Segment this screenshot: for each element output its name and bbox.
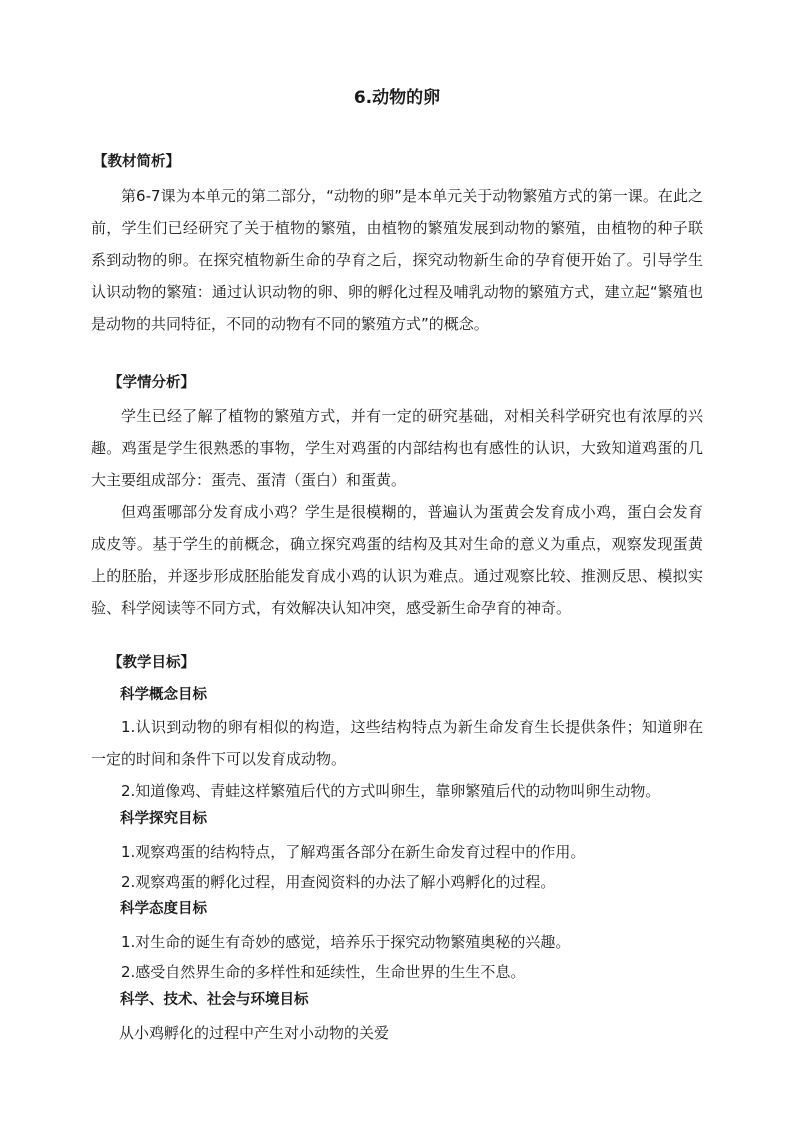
section-heading-teaching-goals: 【教学目标】	[108, 655, 195, 671]
goal-item: 1.观察鸡蛋的结构特点，了解鸡蛋各部分在新生命发育过程中的作用。	[121, 843, 586, 861]
paragraph-textbook-analysis: 第6-7课为本单元的第二部分，“动物的卵”是本单元关于动物繁殖方式的第一课。在此之前，学生们已经研究了关于植物的繁殖，由植物的繁殖发展到动物的繁殖，由植物的种子联系到动物的卵。在探究植物新生命的孕育之后，探究动物新生命的孕育便开始了。引导学生认识动物的繁殖：通过认识动物的卵、卵的孵化过程及哺乳动物的繁殖方式，建立起“繁殖也是动物的共同特征，不同的动物有不同的繁殖方式”的概念。	[91, 187, 703, 333]
goal-heading-science-concept: 科学概念目标	[120, 687, 207, 703]
document-title: 6.动物的卵	[353, 88, 441, 108]
goal-heading-science-attitude: 科学态度目标	[120, 901, 207, 917]
paragraph-student-analysis-1: 学生已经了解了植物的繁殖方式，并有一定的研究基础，对相关科学研究也有浓厚的兴趣。鸡蛋是学生很熟悉的事物，学生对鸡蛋的内部结构也有感性的认识，大致知道鸡蛋的几大主要组成部分：蛋壳、蛋清（蛋白）和蛋黄。	[91, 407, 703, 489]
goal-item: 从小鸡孵化的过程中产生对小动物的关爱	[119, 1024, 390, 1042]
goal-item: 2.知道像鸡、青蛙这样繁殖后代的方式叫卵生，靠卵繁殖后代的动物叫卵生动物。	[121, 782, 661, 800]
goal-heading-science-inquiry: 科学探究目标	[120, 811, 207, 827]
section-heading-textbook-analysis: 【教材简析】	[93, 154, 180, 170]
goal-item: 2.观察鸡蛋的孵化过程，用查阅资料的办法了解小鸡孵化的过程。	[121, 873, 556, 891]
goal-item: 1.认识到动物的卵有相似的构造，这些结构特点为新生命发育生长提供条件；知道卵在一定的时间和条件下可以发育成动物。	[91, 718, 703, 768]
goal-item: 1.对生命的诞生有奇妙的感觉，培养乐于探究动物繁殖奥秘的兴趣。	[121, 933, 571, 951]
goal-heading-stse: 科学、技术、社会与环境目标	[120, 992, 309, 1008]
paragraph-student-analysis-2: 但鸡蛋哪部分发育成小鸡？学生是很模糊的，普遍认为蛋黄会发育成小鸡，蛋白会发育成皮等。基于学生的前概念，确立探究鸡蛋的结构及其对生命的意义为重点，观察发现蛋黄上的胚胎，并逐步形成胚胎能发育成小鸡的认识为难点。通过观察比较、推测反思、模拟实验、科学阅读等不同方式，有效解决认知冲突，感受新生命孕育的神奇。	[91, 503, 703, 617]
section-heading-student-analysis: 【学情分析】	[108, 375, 195, 391]
goal-item: 2.感受自然界生命的多样性和延续性，生命世界的生生不息。	[121, 963, 526, 981]
